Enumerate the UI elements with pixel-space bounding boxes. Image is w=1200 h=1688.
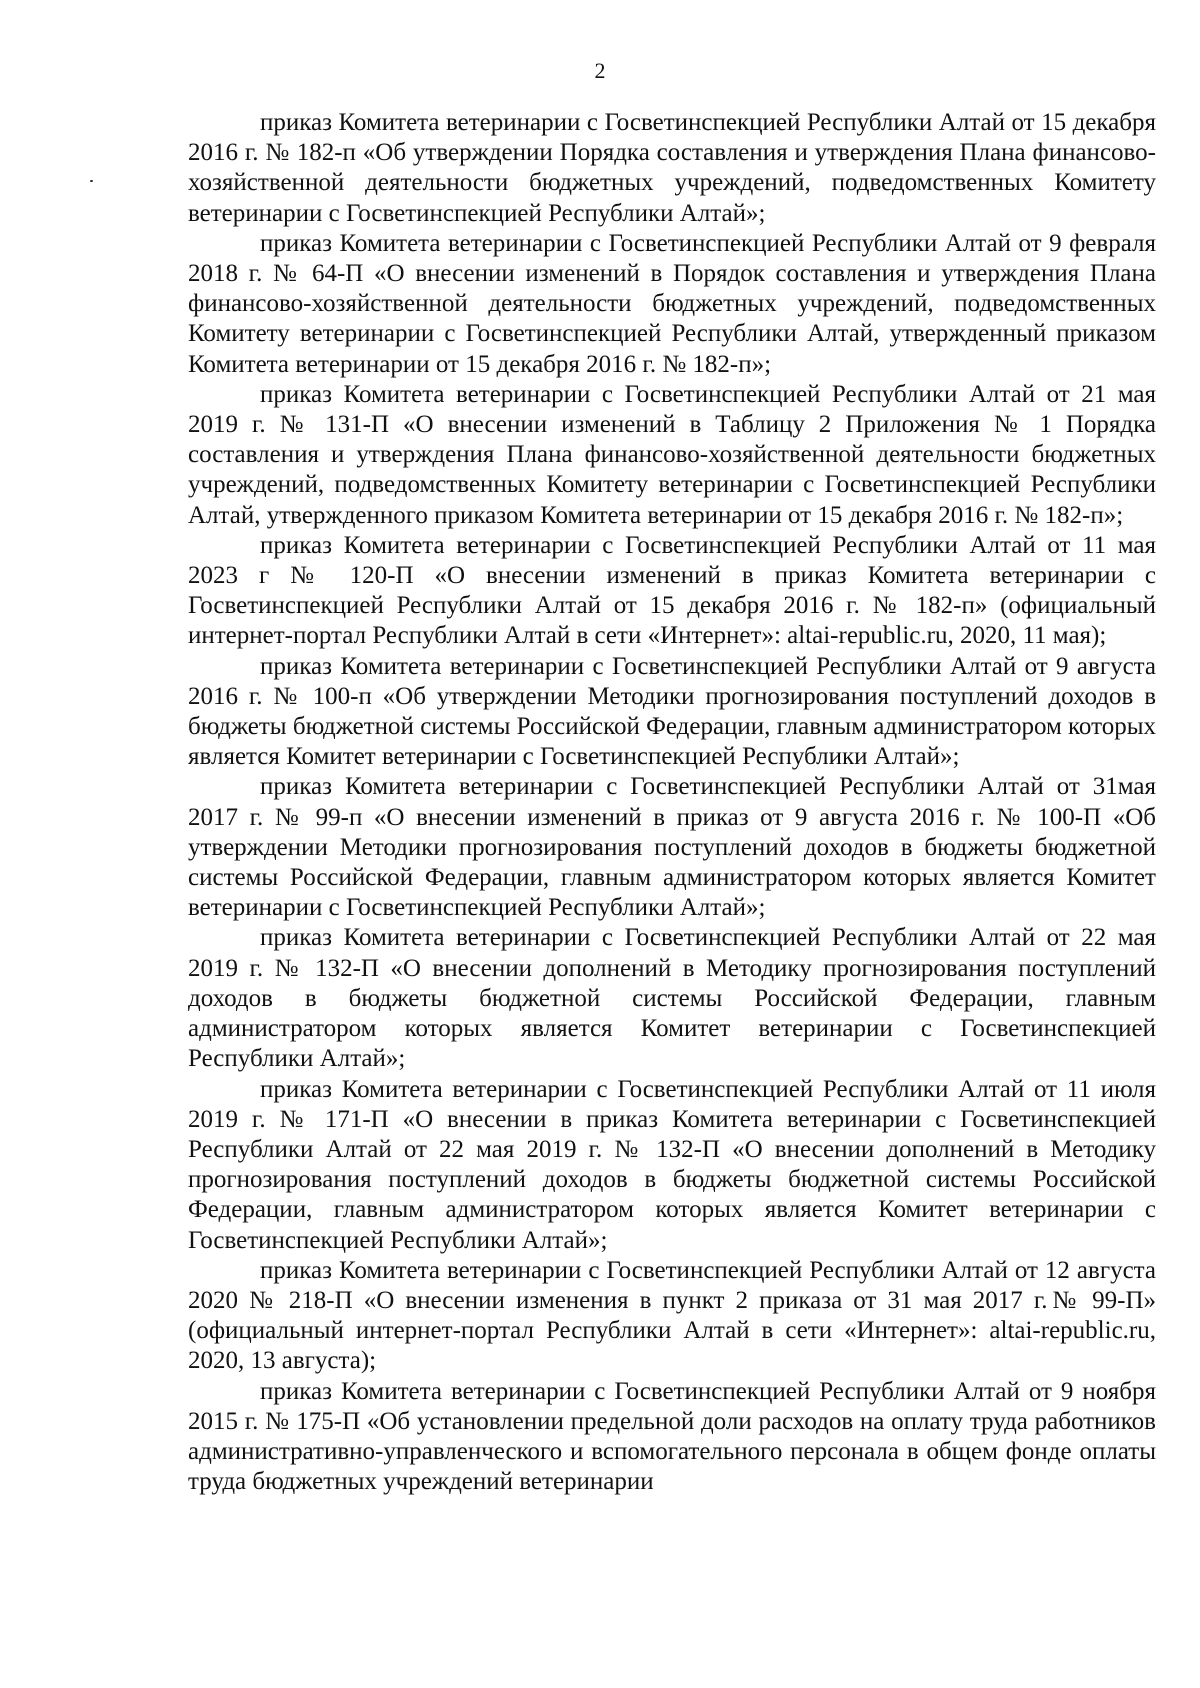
scan-speck xyxy=(90,180,93,182)
page-number: 2 xyxy=(594,58,606,83)
order-paragraph: приказ Комитета ветеринарии с Госветинспекцией Республики Алтай от 9 августа 2016 г. № 100-п «Об утверждении Методики прогнозирования поступлений доходов в бюджеты бюджетной системы Российской Федерации, главным администратором которых является Комитет ветеринарии с Госветинспекцией Республики Алтай»; xyxy=(188,652,1156,771)
order-paragraph: приказ Комитета ветеринарии с Госветинспекцией Республики Алтай от 31мая 2017 г. № 99-п «О внесении изменений в приказ от 9 августа 2016 г. № 100-П «Об утверждении Методики прогнозирования поступлений доходов в бюджеты бюджетной системы Российской Федерации, главным администратором которых является Комитет ветеринарии с Госветинспекцией Республики Алтай»; xyxy=(188,773,1156,922)
order-paragraph: приказ Комитета ветеринарии с Госветинспекцией Республики Алтай от 11 июля 2019 г. № 171-П «О внесении в приказ Комитета ветеринарии с Госветинспекцией Республики Алтай от 22 мая 2019 г. № 132-П «О внесении дополнений в Методику прогнозирования поступлений доходов в бюджеты бюджетной системы Российской Федерации, главным администратором которых является Комитет ветеринарии с Госветинспекцией Республики Алтай»; xyxy=(188,1075,1156,1254)
order-paragraph: приказ Комитета ветеринарии с Госветинспекцией Республики Алтай от 9 февраля 2018 г. № 64-П «О внесении изменений в Порядок составления и утверждения Плана финансово-хозяйственной деятельности бюджетных учреждений, подведомственных Комитету ветеринарии с Госветинспекцией Республики Алтай, утвержденный приказом Комитета ветеринарии от 15 декабря 2016 г. № 182-п»; xyxy=(188,229,1156,378)
order-paragraph: приказ Комитета ветеринарии с Госветинспекцией Республики Алтай от 21 мая 2019 г. № 131-П «О внесении изменений в Таблицу 2 Приложения № 1 Порядка составления и утверждения Плана финансово-хозяйственной деятельности бюджетных учреждений, подведомственных Комитету ветеринарии с Госветинспекцией Республики Алтай, утвержденного приказом Комитета ветеринарии от 15 декабря 2016 г. № 182-п»; xyxy=(188,380,1156,529)
order-paragraph: приказ Комитета ветеринарии с Госветинспекцией Республики Алтай от 15 декабря 2016 г. № 182-п «Об утверждении Порядка составления и утверждения Плана финансово-хозяйственной деятельности бюджетных учреждений, подведомственных Комитету ветеринарии с Госветинспекцией Республики Алтай»; xyxy=(188,109,1156,227)
document-body xyxy=(188,108,1156,1497)
order-paragraph: приказ Комитета ветеринарии с Госветинспекцией Республики Алтай от 22 мая 2019 г. № 132-П «О внесении дополнений в Методику прогнозирования поступлений доходов в бюджеты бюджетной системы Российской Федерации, главным администратором которых является Комитет ветеринарии с Госветинспекцией Республики Алтай»; xyxy=(188,924,1156,1073)
order-paragraph: приказ Комитета ветеринарии с Госветинспекцией Республики Алтай от 12 августа 2020 № 218-П «О внесении изменения в пункт 2 приказа от 31 мая 2017 г.№ 99-П» (официальный интернет-портал Республики Алтай в сети «Интернет»: altai-republic.ru, 2020, 13 августа); xyxy=(188,1256,1156,1375)
order-paragraph: приказ Комитета ветеринарии с Госветинспекцией Республики Алтай от 9 ноября 2015 г. № 175-П «Об установлении предельной доли расходов на оплату труда работников административно-управленческого и вспомогательного персонала в общем фонде оплаты труда бюджетных учреждений ветеринарии xyxy=(188,1377,1156,1496)
order-paragraph: приказ Комитета ветеринарии с Госветинспекцией Республики Алтай от 11 мая 2023 г № 120-П «О внесении изменений в приказ Комитета ветеринарии с Госветинспекцией Республики Алтай от 15 декабря 2016 г. № 182-п» (официальный интернет-портал Республики Алтай в сети «Интернет»: altai-republic.ru, 2020, 11 мая); xyxy=(188,531,1156,650)
